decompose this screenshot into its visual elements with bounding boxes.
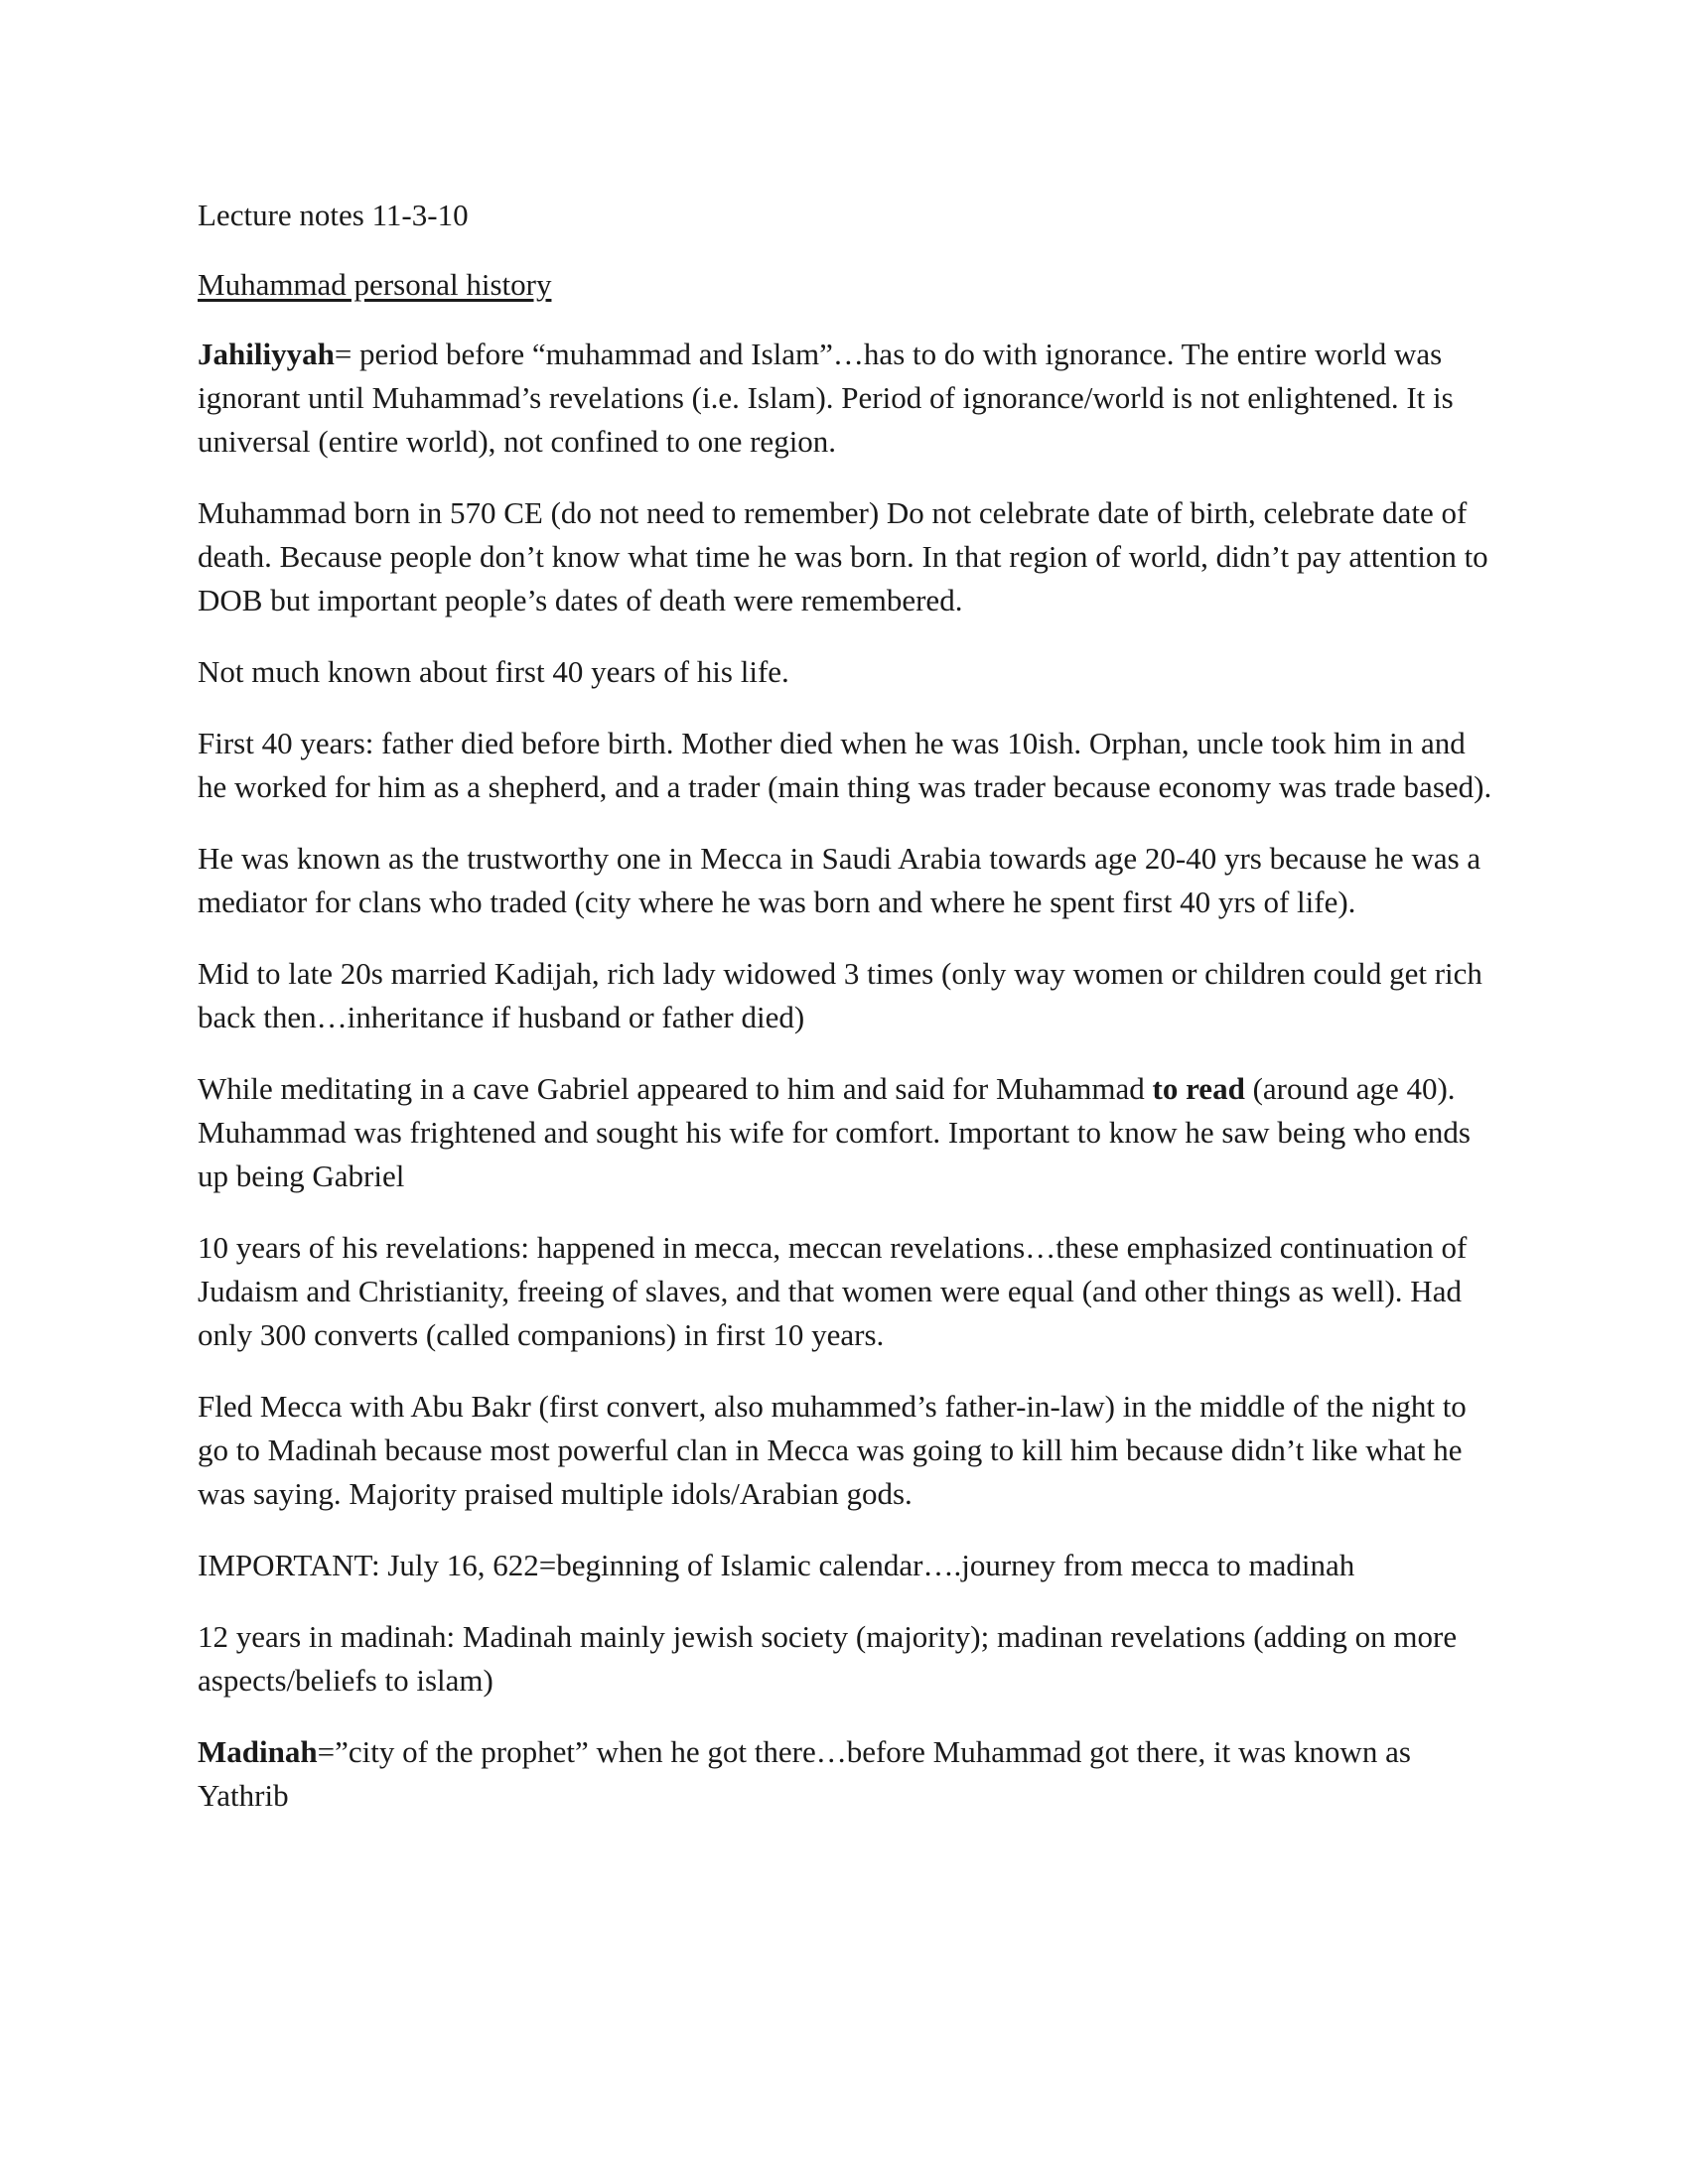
paragraph-text: While meditating in a cave Gabriel appeared to him and said for Muhammad [198,1071,1153,1106]
emphasis-to-read: to read [1152,1071,1245,1106]
paragraph-revelation [198,1067,1498,1198]
paragraph-birth: Muhammad born in 570 CE (do not need to remember) Do not celebrate date of birth, celebrate date of death. Because people don’t know what time he was born. In that region of world, didn’t pay attention to DOB but important people’s dates of death were remembered. [198,495,1488,617]
term-jahiliyyah: Jahiliyyah [198,337,335,371]
paragraph-meccan-revelations: 10 years of his revelations: happened in mecca, meccan revelations…these emphasized continuation of Judaism and Christianity, freeing of slaves, and that women were equal (and other things as well). Had only 300 converts (called companions) in first 10 years. [198,1230,1468,1352]
paragraph-trustworthy: He was known as the trustworthy one in Mecca in Saudi Arabia towards age 20-40 yrs because he was a mediator for clans who traded (city where he was born and where he spent first 40 yrs of life). [198,841,1481,919]
paragraph-fled-mecca: Fled Mecca with Abu Bakr (first convert, also muhammed’s father-in-law) in the middle of the night to go to Madinah because most powerful clan in Mecca was going to kill him because didn’t like what he was saying. Majority praised multiple idols/Arabian gods. [198,1389,1467,1511]
paragraph-jahiliyyah [198,333,1498,464]
paragraph-text: = period before “muhammad and Islam”…has to do with ignorance. The entire world was ignorant until Muhammad’s revelations (i.e. Islam). Period of ignorance/world is not enlightened. It is universal (entire world), not confined to one region. [198,337,1454,459]
paragraph-madinah-years: 12 years in madinah: Madinah mainly jewish society (majority); madinan revelations (adding on more aspects/beliefs to islam) [198,1619,1458,1698]
section-heading: Muhammad personal history [198,267,552,302]
paragraph-madinah [198,1730,1498,1818]
term-madinah: Madinah [198,1734,318,1769]
paragraph-text: =”city of the prophet” when he got there…before Muhammad got there, it was known as Yathrib [198,1734,1411,1813]
paragraph-important-date: IMPORTANT: July 16, 622=beginning of Islamic calendar….journey from mecca to madinah [198,1548,1355,1582]
paragraph-first-40-years-summary: Not much known about first 40 years of his life. [198,654,789,689]
page-title: Lecture notes 11-3-10 [198,198,469,232]
paragraph-marriage: Mid to late 20s married Kadijah, rich lady widowed 3 times (only way women or children could get rich back then…inheritance if husband or father died) [198,956,1482,1034]
paragraph-first-40-years: First 40 years: father died before birth. Mother died when he was 10ish. Orphan, uncle took him in and he worked for him as a shepherd, and a trader (main thing was trader because economy was trade based). [198,726,1492,804]
document-page [198,194,1498,1845]
paragraph-text: (around age 40). Muhammad was frightened and sought his wife for comfort. Important to know he saw being who ends up being Gabriel [198,1071,1471,1193]
